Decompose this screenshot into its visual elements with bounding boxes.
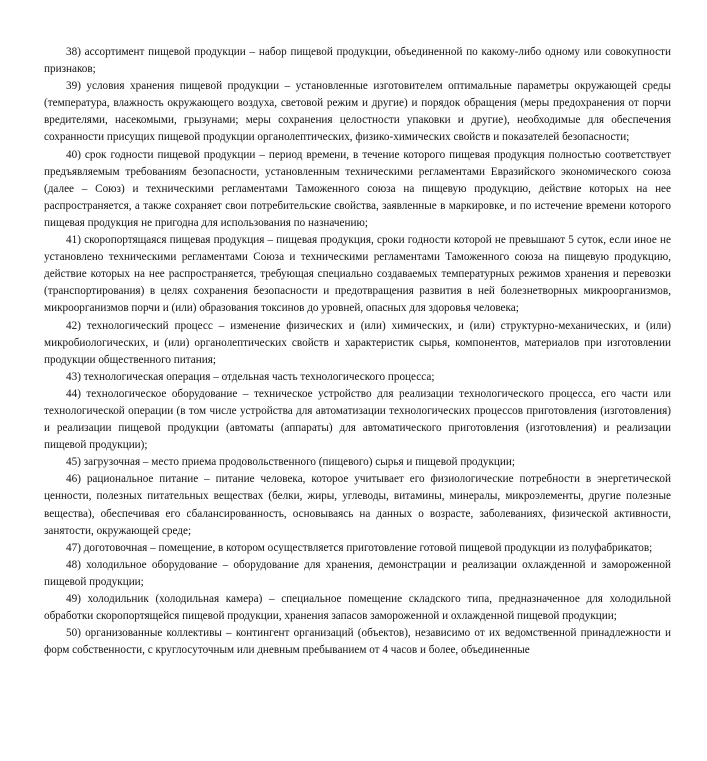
definition-paragraph-42: 42) технологический процесс – изменение физических и (или) химических, и (или) структурно-механических, и (или) микробиологических, и (или) органолептических свойств и характеристик сырья, компонентов, материалов при изготовлении продукции общественного питания;: [44, 319, 671, 366]
definition-paragraph-41: 41) скоропортящаяся пищевая продукция – пищевая продукция, сроки годности которой не превышают 5 суток, если иное не установлено техническими регламентами Союза и техническими регламентами Таможенного союза на пищевую продукцию, действие которых на нее распространяется, требующая специально создаваемых температурных режимов хранения и перевозки (транспортирования) в целях сохранения безопасности и предотвращения развития в ней болезнетворных микроорганизмов, микроорганизмов порчи и (или) образования токсинов до уровней, опасных для здоровья человека;: [44, 234, 671, 315]
definition-paragraph-47: 47) доготовочная – помещение, в котором осуществляется приготовление готовой пищевой продукции из полуфабрикатов;: [66, 541, 653, 554]
definition-paragraph-46: 46) рациональное питание – питание человека, которое учитывает его физиологические потребности в энергетической ценности, полезных питательных веществах (белки, жиры, углеводы, витамины, минералы, микроэлементы, другие полезные вещества), обеспечивая его сбалансированность, основываясь на данных о возрасте, заболеваниях, физической активности, занятости, окружающей среде;: [44, 473, 671, 537]
definition-paragraph-50: 50) организованные коллективы – контингент организаций (объектов), независимо от их ведомственной принадлежности и форм собственности, с круглосуточным или дневным пребыванием от 4 часов и более, объединенные: [44, 627, 671, 657]
definition-paragraph-39: 39) условия хранения пищевой продукции – установленные изготовителем оптимальные параметры окружающей среды (температура, влажность окружающего воздуха, световой режим и другие) и порядок обращения (меры предохранения от порчи вредителями, насекомыми, грызунами; меры сохранения целостности упаковки и другие), необходимые для обеспечения сохранности присущих пищевой продукции органолептических, физико-химических свойств и показателей безопасности;: [44, 80, 671, 144]
definition-paragraph-45: 45) загрузочная – место приема продовольственного (пищевого) сырья и пищевой продукции;: [66, 456, 515, 469]
definition-paragraph-48: 48) холодильное оборудование – оборудование для хранения, демонстрации и реализации охлажденной и замороженной пищевой продукции;: [44, 558, 671, 588]
definition-paragraph-38: 38) ассортимент пищевой продукции – набор пищевой продукции, объединенной по какому-либо одному или совокупности признаков;: [44, 46, 671, 76]
definition-paragraph-43: 43) технологическая операция – отдельная часть технологического процесса;: [66, 370, 435, 383]
definition-paragraph-40: 40) срок годности пищевой продукции – период времени, в течение которого пищевая продукция полностью соответствует предъявляемым требованиям безопасности, установленным техническими регламентами Евразийского экономического союза (далее – Союз) и техническими регламентами Таможенного союза на пищевую продукцию, действие которых на нее распространяется, а также сохраняет свои потребительские свойства, заявленные в маркировке, и по истечение времени которого пищевая продукция не пригодна для использования по назначению;: [44, 148, 671, 229]
definition-paragraph-49: 49) холодильник (холодильная камера) – специальное помещение складского типа, предназначенное для холодильной обработки скоропортящейся пищевой продукции, хранения запасов замороженной и охлажденной пищевой продукции;: [44, 593, 671, 623]
definition-paragraph-44: 44) технологическое оборудование – техническое устройство для реализации технологического процесса, его части или технологической операции (в том числе устройства для автоматизации технологических процессов приготовления (изготовления) и реализации пищевой продукции (автоматы (аппараты) для автоматического приготовления (изготовления) и реализации пищевой продукции);: [44, 387, 671, 452]
